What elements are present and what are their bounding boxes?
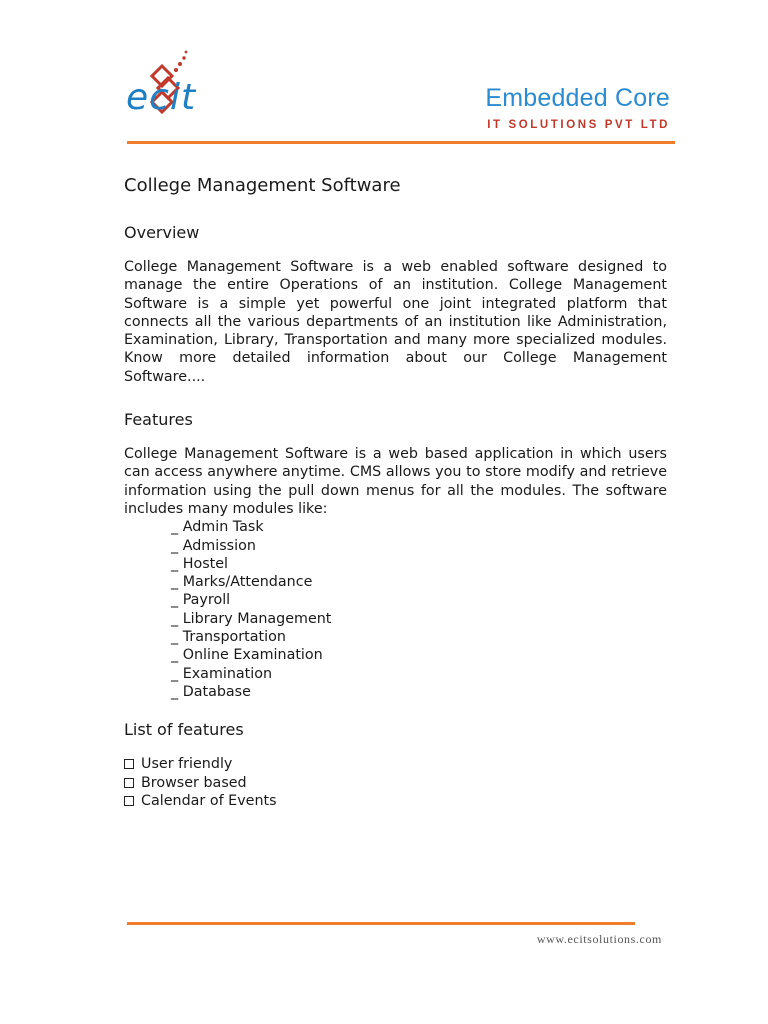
checkbox-icon xyxy=(124,796,134,806)
document-content xyxy=(124,172,667,810)
list-item xyxy=(124,792,667,810)
modules-list xyxy=(171,518,667,701)
list-item: _ Marks/Attendance xyxy=(171,574,313,591)
list-item: _ Payroll xyxy=(171,592,231,609)
features-heading: Features xyxy=(124,410,193,430)
header-divider xyxy=(127,141,675,144)
footer-url: www.ecitsolutions.com xyxy=(536,932,662,946)
checkbox-icon xyxy=(124,778,134,788)
list-item xyxy=(124,774,667,792)
feature-label: User friendly xyxy=(141,756,233,773)
feature-label: Calendar of Events xyxy=(141,792,277,809)
list-item xyxy=(124,755,667,773)
brand-subtitle: IT SOLUTIONS PVT LTD xyxy=(487,119,670,131)
overview-paragraph: College Management Software is a web enabled software designed to manage the entire Operations of an institution. College Management Software is a simple yet powerful one joint integrated platform that connects all the various departments of an institution like Administration, Examination, Library, Transportation and many more specialized modules. Know more detailed information about our College Management Software.... xyxy=(124,259,667,385)
brand-block xyxy=(485,86,670,132)
list-item: _ Hostel xyxy=(171,555,229,572)
logo-text: ecit xyxy=(126,77,197,118)
list-item: _ Library Management xyxy=(171,610,332,627)
list-item: _ Transportation xyxy=(171,629,286,646)
overview-heading: Overview xyxy=(124,223,200,242)
ecit-logo xyxy=(124,44,254,136)
features-paragraph: College Management Software is a web based application in which users can access anywhere anytime. CMS allows you to store modify and retrieve information using the pull down menus for all the modules. The software includes many modules like: xyxy=(124,446,667,517)
list-of-features-heading: List of features xyxy=(124,720,244,740)
footer-divider xyxy=(127,922,635,925)
feature-label: Browser based xyxy=(141,774,247,791)
brand-name: Embedded Core xyxy=(485,84,670,112)
document-title: College Management Software xyxy=(124,175,401,196)
list-item: _ Admission xyxy=(171,537,256,554)
checkbox-icon xyxy=(124,759,134,769)
list-item: _ Examination xyxy=(171,665,273,682)
list-item: _ Database xyxy=(171,683,251,700)
feature-list xyxy=(124,755,667,810)
list-item: _ Admin Task xyxy=(171,519,264,536)
list-item: _ Online Examination xyxy=(171,647,323,664)
